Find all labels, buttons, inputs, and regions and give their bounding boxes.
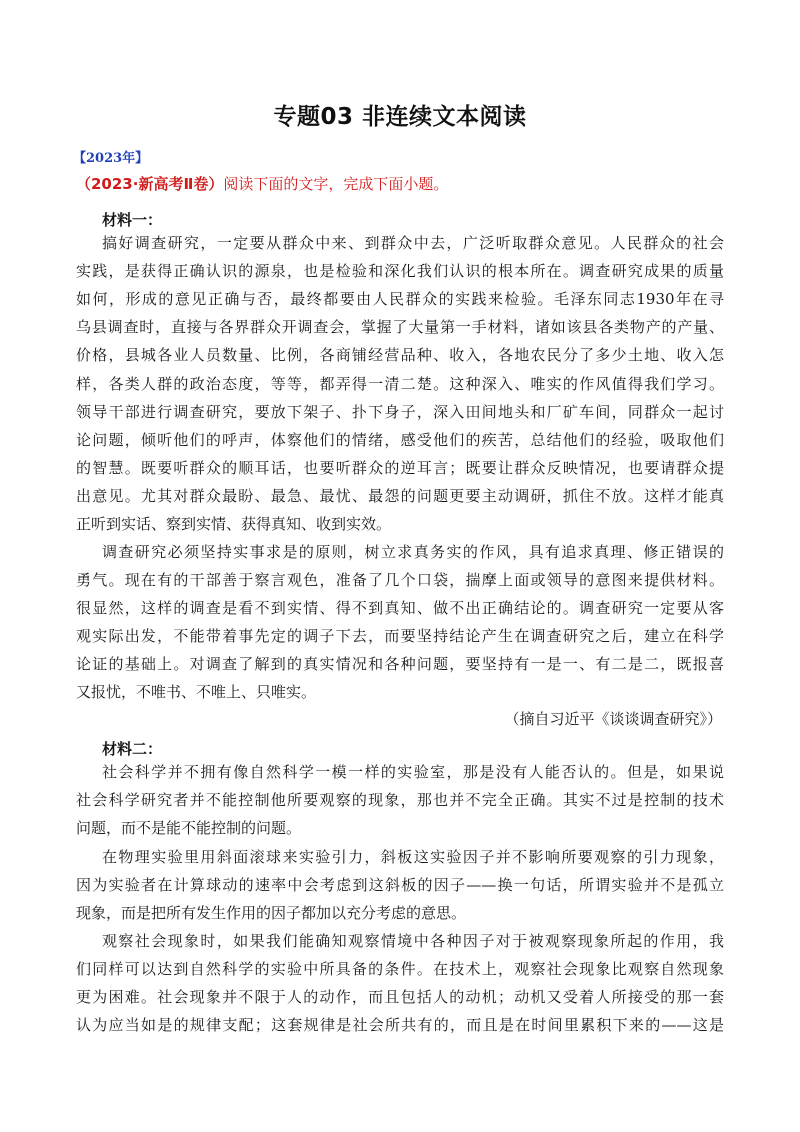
text-line: 正听到实话、察到实情、获得真知、收到实效。: [76, 515, 392, 533]
text-line: 出意见。尤其对群众最盼、最急、最忧、最怨的问题更要主动调研，抓住不放。这样才能真: [76, 487, 724, 505]
text-line: 认为应当如是的规律支配；这套规律是社会所共有的，而且是在时间里累积下来的——这是: [76, 1016, 724, 1034]
text-line: 现象，而是把所有发生作用的因子都加以充分考虑的意思。: [76, 904, 467, 922]
text-line: 观察社会现象时，如果我们能确知观察情境中各种因子对于被观察现象所起的作用，我: [102, 932, 724, 950]
question-prompt: [76, 173, 448, 194]
text-line: 如何，形成的意见正确与否，最终都要由人民群众的实践来检验。毛泽东同志1930年在寻: [76, 290, 724, 308]
text-line: 调查研究必须坚持实事求是的原则，树立求真务实的作风，具有追求真理、修正错误的: [102, 543, 724, 561]
text-line: 社会科学并不拥有像自然科学一模一样的实验室，那是没有人能否认的。但是，如果说: [102, 763, 724, 781]
year-tag: 【2023年】: [73, 151, 149, 166]
text-line: 论问题，倾听他们的呼声，体察他们的情绪，感受他们的疾苦，总结他们的经验，吸取他们: [76, 431, 724, 449]
page-title: 专题03 非连续文本阅读: [273, 104, 527, 130]
material1-heading: 材料一：: [102, 211, 163, 229]
text-line: 价格，县城各业人员数量、比例，各商铺经营品种、收入，各地农民分了多少土地、收入怎: [76, 346, 724, 364]
text-line: 的智慧。既要听群众的顺耳话，也要听群众的逆耳言；既要让群众反映情况，也要请群众提: [76, 459, 724, 477]
text-line: 勇气。现在有的干部善于察言观色，准备了几个口袋，揣摩上面或领导的意图来提供材料。: [76, 571, 724, 589]
text-line: 论证的基础上。对调查了解到的真实情况和各种问题，要坚持有一是一、有二是二，既报喜: [76, 655, 724, 673]
text-line: 因为实验者在计算球动的速率中会考虑到这斜板的因子——换一句话，所谓实验并不是孤立: [76, 876, 724, 894]
text-line: 样，各类人群的政治态度，等等，都弄得一清二楚。这种深入、唯实的作风值得我们学习。: [76, 375, 724, 393]
text-line: 领导干部进行调查研究，要放下架子、扑下身子，深入田间地头和厂矿车间，同群众一起讨: [76, 403, 724, 421]
text-line: 观实际出发，不能带着事先定的调子下去，而要坚持结论产生在调查研究之后，建立在科学: [76, 627, 724, 645]
text-line: 社会科学研究者并不能控制他所要观察的现象，那也并不完全正确。其实不过是控制的技术: [76, 791, 724, 809]
material1-source: （摘自习近平《谈谈调查研究》）: [504, 710, 722, 728]
text-line: 乌县调查时，直接与各界群众开调查会，掌握了大量第一手材料，诸如该县各类物产的产量、: [76, 318, 724, 336]
text-line: 很显然，这样的调查是看不到实情、得不到真知、做不出正确结论的。调查研究一定要从客: [76, 599, 724, 617]
text-line: 在物理实验里用斜面滚球来实验引力，斜板这实验因子并不影响所要观察的引力现象，: [102, 848, 724, 866]
text-line: 搞好调查研究，一定要从群众中来、到群众中去，广泛听取群众意见。人民群众的社会: [102, 234, 724, 252]
text-line: 问题，而不是能不能控制的问题。: [76, 819, 302, 837]
material2-heading: 材料二：: [102, 740, 163, 758]
text-line: 实践，是获得正确认识的源泉，也是检验和深化我们认识的根本所在。调查研究成果的质量: [76, 262, 724, 280]
text-line: 们同样可以达到自然科学的实验中所具备的条件。在技术上，观察社会现象比观察自然现象: [76, 960, 724, 978]
text-line: 又报忧，不唯书、不唯上、只唯实。: [76, 683, 317, 701]
question-instruction: 阅读下面的文字，完成下面小题。: [223, 175, 449, 193]
text-line: 更为困难。社会现象并不限于人的动作，而且包括人的动机；动机又受着人所接受的那一套: [76, 988, 724, 1006]
question-source: （2023·新高考Ⅱ卷）: [76, 175, 224, 193]
